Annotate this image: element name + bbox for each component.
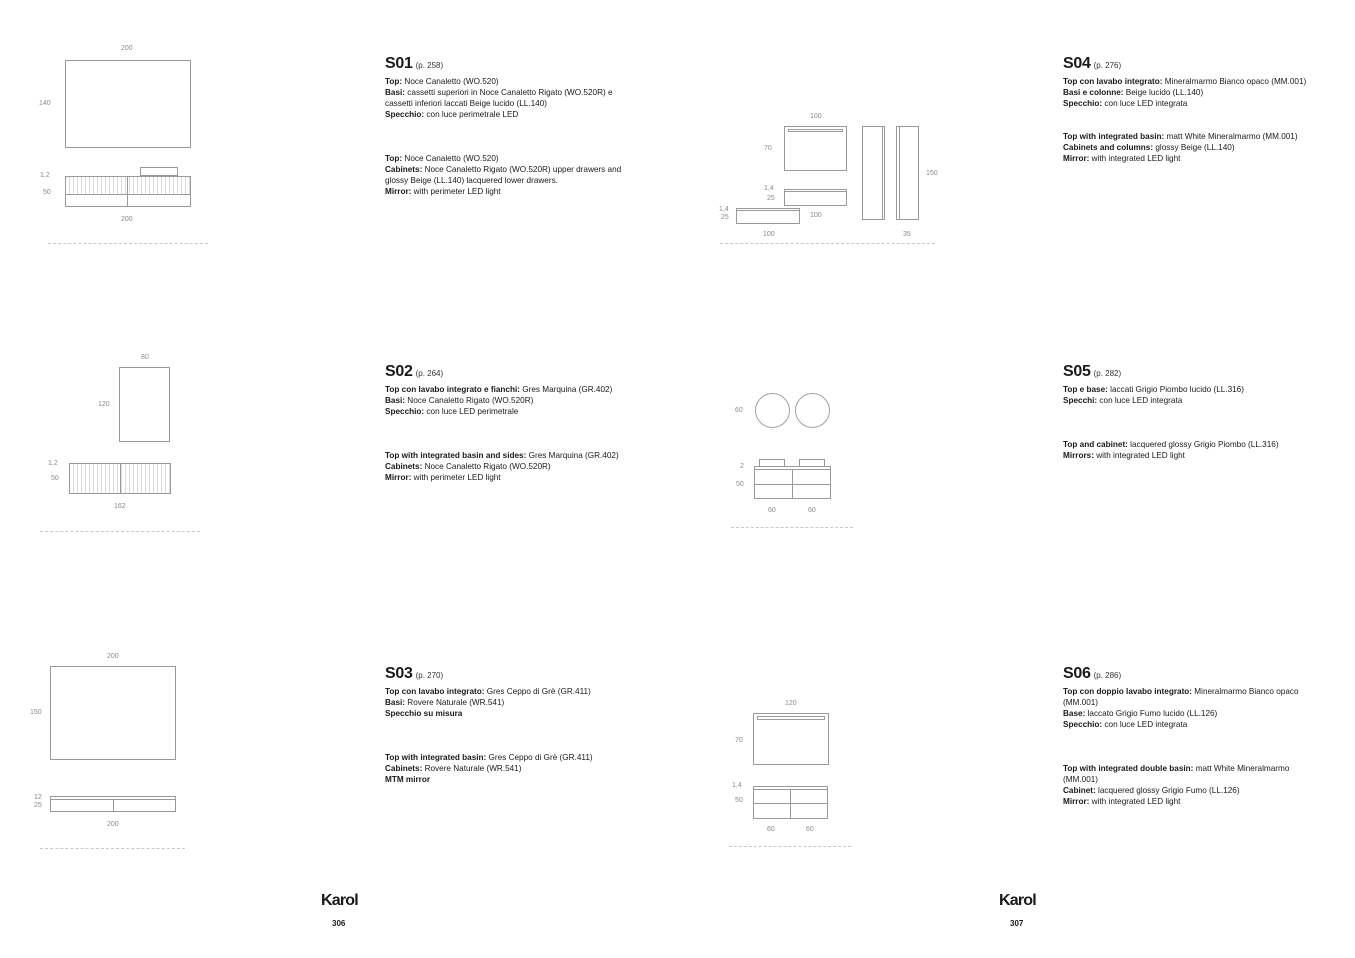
page-ref: (p. 270)	[415, 671, 444, 680]
entry-code: S04	[1063, 55, 1091, 72]
dim-s03-mirror-height: 150	[30, 709, 42, 716]
page-ref: (p. 258)	[415, 61, 444, 70]
dim-s04-base-height-lower: 25	[721, 214, 729, 221]
dim-s03-base-width: 200	[107, 821, 119, 828]
english-description: Top with integrated basin and sides: Gres Marquina (GR.402) Cabinets: Noce Canaletto Rigato (WO.520R) Mirror: with perimeter LED light	[385, 451, 619, 482]
page-ref: (p. 264)	[415, 369, 444, 378]
page-ref: (p. 282)	[1093, 369, 1122, 378]
dim-s06-mirror-height: 70	[735, 737, 743, 744]
dim-s04-column-height: 150	[926, 170, 938, 177]
dim-s05-mirror-diameter: 60	[735, 407, 743, 414]
dim-s05-base-height: 50	[736, 481, 744, 488]
entry-code: S02	[385, 363, 413, 380]
dim-s06-base-height: 50	[735, 797, 743, 804]
page-ref: (p. 286)	[1093, 671, 1122, 680]
entry-code: S03	[385, 665, 413, 682]
brand-logo-right: Karol	[999, 892, 1036, 909]
s05-round-mirror-left	[755, 393, 790, 428]
entry-s02	[385, 363, 630, 483]
dim-s01-base-height: 50	[43, 189, 51, 196]
entry-s05	[1063, 363, 1308, 461]
dim-s02-mirror-height: 120	[98, 401, 110, 408]
italian-description: Top: Noce Canaletto (WO.520) Basi: cassetti superiori in Noce Canaletto Rigato (WO.520R) e cassetti inferiori laccati Beige lucido (LL.140) Specchio: con luce perimetrale LED	[385, 77, 613, 119]
page-number-left: 306	[332, 919, 346, 928]
english-description: Top: Noce Canaletto (WO.520) Cabinets: Noce Canaletto Rigato (WO.520R) upper drawers and glossy Beige (LL.140) lacquered lower drawers. Mirror: with perimeter LED light	[385, 154, 622, 196]
dim-s04-column-width: 35	[903, 231, 911, 238]
dim-s03-base-height: 25	[34, 802, 42, 809]
english-description: Top with integrated basin: Gres Ceppo di Grè (GR.411) Cabinets: Rovere Naturale (WR.541) MTM mirror	[385, 753, 593, 784]
italian-description: Top con lavabo integrato: Gres Ceppo di Grè (GR.411) Basi: Rovere Naturale (WR.541) Specchio su misura	[385, 687, 591, 718]
s01-basin	[140, 167, 178, 176]
dim-s02-base-height: 50	[51, 475, 59, 482]
dim-s02-top-height: 1,2	[48, 460, 58, 467]
s01-upper-drawers	[65, 176, 191, 195]
italian-description: Top con lavabo integrato: Mineralmarmo Bianco opaco (MM.001) Basi e colonne: Beige lucido (LL.140) Specchio: con luce LED integrata	[1063, 77, 1307, 108]
dim-s04-top-height-lower: 1,4	[719, 206, 729, 213]
dim-s01-base-width: 200	[121, 216, 133, 223]
s06-mirror	[753, 713, 829, 765]
page-number-right: 307	[1010, 919, 1024, 928]
s04-mirror-led	[788, 129, 843, 132]
english-description: Top and cabinet: lacquered glossy Grigio Piombo (LL.316) Mirrors: with integrated LED light	[1063, 440, 1279, 460]
italian-description: Top e base: laccati Grigio Piombo lucido (LL.316) Specchi: con luce LED integrata	[1063, 385, 1244, 405]
dim-s03-top-height: 12	[34, 794, 42, 801]
italian-description: Top con doppio lavabo integrato: Mineralmarmo Bianco opaco (MM.001) Base: laccato Grigio Fumo lucido (LL.126) Specchio: con luce LED integrata	[1063, 687, 1299, 729]
entry-code: S05	[1063, 363, 1091, 380]
dim-s06-mirror-width: 120	[785, 700, 797, 707]
dim-s04-mirror-width: 100	[810, 113, 822, 120]
dim-s01-mirror-width: 200	[121, 45, 133, 52]
s01-mirror	[65, 60, 191, 148]
italian-description: Top con lavabo integrato e fianchi: Gres Marquina (GR.402) Basi: Noce Canaletto Rigato (WO.520R) Specchio: con luce LED perimetrale	[385, 385, 613, 416]
dim-s02-mirror-width: 80	[141, 354, 149, 361]
dim-s03-mirror-width: 200	[107, 653, 119, 660]
entry-s04	[1063, 55, 1308, 164]
entry-code: S01	[385, 55, 413, 72]
s05-round-mirror-right	[795, 393, 830, 428]
s02-mirror	[119, 367, 170, 442]
dim-s06-base-width-left: 60	[767, 826, 775, 833]
s01-lower-drawers	[65, 194, 191, 207]
entry-s06	[1063, 665, 1308, 807]
dim-s06-base-width-right: 60	[806, 826, 814, 833]
entry-s01	[385, 55, 630, 197]
english-description: Top with integrated basin: matt White Mineralmarmo (MM.001) Cabinets and columns: glossy Beige (LL.140) Mirror: with integrated LED light	[1063, 132, 1298, 163]
english-description: Top with integrated double basin: matt White Mineralmarmo (MM.001) Cabinet: lacquered glossy Grigio Fumo (LL.126) Mirror: with integrated LED light	[1063, 764, 1290, 806]
dim-s05-base-width-left: 60	[768, 507, 776, 514]
entry-s03	[385, 665, 630, 785]
dim-s04-base-height-upper: 25	[767, 195, 775, 202]
dim-s04-mirror-height: 70	[764, 145, 772, 152]
dim-s04-top-height-upper: 1,4	[764, 185, 774, 192]
dim-s01-mirror-height: 140	[39, 100, 51, 107]
entry-code: S06	[1063, 665, 1091, 682]
page-ref: (p. 276)	[1093, 61, 1122, 70]
dim-s05-top-height: 2	[740, 463, 744, 470]
dim-s02-base-width: 162	[114, 503, 126, 510]
s04-mirror	[784, 126, 847, 171]
s06-mirror-led	[757, 716, 825, 720]
dim-s04-base-width-lower: 100	[763, 231, 775, 238]
dim-s04-base-width-upper: 100	[810, 212, 822, 219]
s03-mirror	[50, 666, 176, 760]
dim-s01-top-height: 1,2	[40, 172, 50, 179]
dim-s06-top-height: 1,4	[732, 782, 742, 789]
dim-s05-base-width-right: 60	[808, 507, 816, 514]
brand-logo-left: Karol	[321, 892, 358, 909]
